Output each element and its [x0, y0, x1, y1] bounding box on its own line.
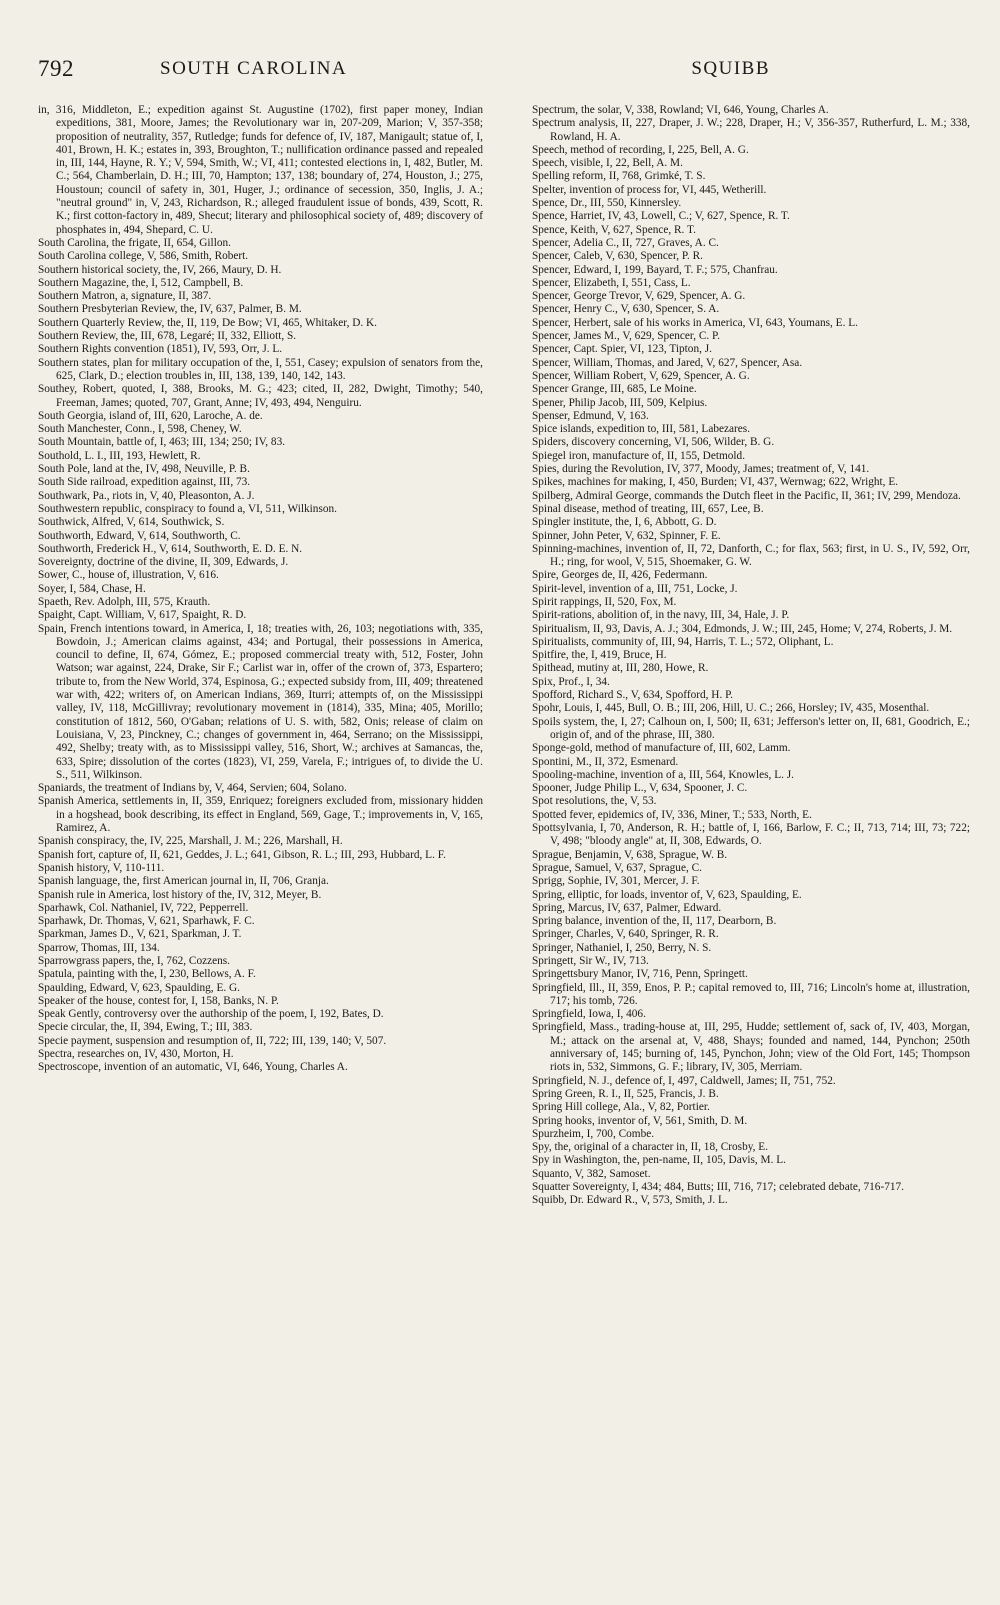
index-entry: Southern Review, the, III, 678, Legaré; II, 332, Elliott, S. [38, 330, 297, 343]
index-entry: South Side railroad, expedition against, III, 73. [38, 476, 251, 489]
index-entry: Spirit rappings, II, 520, Fox, M. [532, 595, 677, 608]
index-entry: Spanish conspiracy, the, IV, 225, Marshall, J. M.; 226, Marshall, H. [38, 835, 343, 848]
index-entry: Sponge-gold, method of manufacture of, III, 602, Lamm. [532, 742, 791, 755]
right-column [532, 104, 970, 1208]
index-entry: Spiegel iron, manufacture of, II, 155, Detmold. [532, 449, 746, 462]
index-entry: South Pole, land at the, IV, 498, Neuville, P. B. [38, 463, 250, 476]
index-entry: Spaight, Capt. William, V, 617, Spaight, R. D. [38, 609, 247, 622]
index-entry: Southern historical society, the, IV, 266, Maury, D. H. [38, 263, 282, 276]
index-entry: Southern states, plan for military occupation of the, I, 551, Casey; expulsion of senators from the, 625, Clark, D.; election troubles in, III, 138, 139, 140, 142, 143. [38, 356, 483, 382]
index-entry: Springer, Nathaniel, I, 250, Berry, N. S. [532, 941, 712, 954]
index-entry: South Carolina, the frigate, II, 654, Gillon. [38, 236, 231, 249]
index-entry: Squanto, V, 382, Samoset. [532, 1167, 651, 1180]
index-entry: Spencer, James M., V, 629, Spencer, C. P. [532, 330, 720, 343]
index-entry: Sparkman, James D., V, 621, Sparkman, J. T. [38, 928, 242, 941]
index-entry: South Georgia, island of, III, 620, Laroche, A. de. [38, 409, 263, 422]
index-entry: Spring Green, R. I., II, 525, Francis, J. B. [532, 1087, 719, 1100]
index-entry: Spring hooks, inventor of, V, 561, Smith, D. M. [532, 1114, 748, 1127]
index-entry: Spencer, Henry C., V, 630, Spencer, S. A. [532, 303, 720, 316]
index-entry: South Carolina college, V, 586, Smith, Robert. [38, 250, 249, 263]
index-entry: Spot resolutions, the, V, 53. [532, 795, 657, 808]
index-entry: Spencer, Caleb, V, 630, Spencer, P. R. [532, 250, 703, 263]
index-entry: Spence, Harriet, IV, 43, Lowell, C.; V, 627, Spence, R. T. [532, 210, 790, 223]
index-entry: Spirit-rations, abolition of, in the navy, III, 34, Hale, J. P. [532, 609, 790, 622]
index-entry: Springfield, N. J., defence of, I, 497, Caldwell, James; II, 751, 752. [532, 1074, 836, 1087]
index-entry: Spring balance, invention of the, II, 117, Dearborn, B. [532, 915, 777, 928]
page-number: 792 [38, 56, 74, 81]
index-entry: Southworth, Frederick H., V, 614, Southworth, E. D. E. N. [38, 542, 303, 555]
index-entry: Spontini, M., II, 372, Esmenard. [532, 755, 679, 768]
index-entry: South Mountain, battle of, I, 463; III, 134; 250; IV, 83. [38, 436, 286, 449]
index-entry: Spiritualists, community of, III, 94, Harris, T. L.; 572, Oliphant, L. [532, 635, 834, 648]
index-entry: South Manchester, Conn., I, 598, Cheney, W. [38, 423, 242, 436]
index-entry: Southern Rights convention (1851), IV, 593, Orr, J. L. [38, 343, 283, 356]
index-entry: Spikes, machines for making, I, 450, Burden; VI, 437, Wernwag; 622, Wright, E. [532, 476, 899, 489]
index-entry: Speech, method of recording, I, 225, Bell, A. G. [532, 143, 749, 156]
index-entry: Sparhawk, Dr. Thomas, V, 621, Sparhawk, F. C. [38, 915, 255, 928]
index-entry: Spire, Georges de, II, 426, Federmann. [532, 569, 708, 582]
index-entry: Southern Matron, a, signature, II, 387. [38, 290, 212, 303]
index-entry: Spanish language, the, first American journal in, II, 706, Granja. [38, 875, 329, 888]
index-entry: Spring, elliptic, for loads, inventor of, V, 623, Spaulding, E. [532, 888, 802, 901]
index-entry: Spiritualism, II, 93, Davis, A. J.; 304, Edmonds, J. W.; III, 245, Home; V, 274, Roberts, J. M. [532, 622, 953, 635]
index-entry: Spence, Dr., III, 550, Kinnersley. [532, 197, 682, 210]
index-entry: Spring, Marcus, IV, 637, Palmer, Edward. [532, 901, 722, 914]
index-entry: Spectra, researches on, IV, 430, Morton, H. [38, 1048, 234, 1061]
index-entry: Spofford, Richard S., V, 634, Spofford, H. P. [532, 689, 733, 702]
index-entry: Sovereignty, doctrine of the divine, II, 309, Edwards, J. [38, 556, 289, 569]
index-entry: Spencer, Adelia C., II, 727, Graves, A. C. [532, 236, 719, 249]
index-entry: Spinner, John Peter, V, 632, Spinner, F. E. [532, 529, 721, 542]
index-entry: Southworth, Edward, V, 614, Southworth, C. [38, 529, 241, 542]
index-entry: Speech, visible, I, 22, Bell, A. M. [532, 157, 683, 170]
index-entry: Southwick, Alfred, V, 614, Southwick, S. [38, 516, 225, 529]
index-entry: Spohr, Louis, I, 445, Bull, O. B.; III, 206, Hill, U. C.; 266, Horsley; IV, 435, Mosenthal. [532, 702, 930, 715]
index-entry: Spinning-machines, invention of, II, 72, Danforth, C.; for flax, 563; first, in U. S., IV, 592, Orr, H.; ring, for wool, V, 515, Shoemaker, G. W. [532, 542, 970, 569]
index-entry: Spenser, Edmund, V, 163. [532, 409, 649, 422]
index-entry: Spener, Philip Jacob, III, 509, Kelpius. [532, 396, 708, 409]
running-header [38, 56, 970, 86]
index-entry: Springfield, Iowa, I, 406. [532, 1008, 646, 1021]
index-entry: Spectrum, the solar, V, 338, Rowland; VI, 646, Young, Charles A. [532, 104, 829, 116]
index-entry: Sprigg, Sophie, IV, 301, Mercer, J. F. [532, 875, 700, 888]
index-entry: Spencer, Capt. Spier, VI, 123, Tipton, J. [532, 343, 712, 356]
index-entry: Spanish America, settlements in, II, 359, Enriquez; foreigners excluded from, missionary hidden in a hogshead, book describing, its effect in England, 569, Gage, T.; improvements in, V, 165, Ramirez, A. [38, 795, 483, 835]
left-running-title: SOUTH CAROLINA [160, 58, 348, 79]
index-entry: Southern Quarterly Review, the, II, 119, De Bow; VI, 465, Whitaker, D. K. [38, 316, 378, 329]
index-entry: Spinal disease, method of treating, III, 657, Lee, B. [532, 502, 764, 515]
index-entry: Springfield, Ill., II, 359, Enos, P. P.; capital removed to, III, 716; Lincoln's home at, illustration, 717; his tomb, 726. [532, 981, 970, 1007]
index-entry: Springett, Sir W., IV, 713. [532, 955, 649, 967]
index-entry: in, 316, Middleton, E.; expedition against St. Augustine (1702), first paper money, Indian expeditions, 381, Moore, James; the Revolutionary war in, 207-209, Marion; V, 357-358; proposition of neutrality, 357, Rutledge; funds for defence of, IV, 187, Manigault; statue of, I, 401, Brown, H. K.; estates in, 393, Broughton, T.; nullification ordinance passed and repealed in, III, 144, Hayne, R. Y.; V, 594, Smith, W.; VI, 411; contested elections in, I, 482, Butler, M. C.; 564, Chamberlain, D. H.; III, 70, Hampton; 137, 138; boundary of, 274, Houston, J.; 275, Houstoun; council of safety in, 301, Huger, J.; ordinance of secession, 350, Inglis, J. A.; "neutral ground" in, V, 243, Richardson, R.; alleged fraudulent issue of bonds, 439, Scott, R. K.; first cotton-factory in, 489, Shecut; literary and philosophical society of, 489; discovery of phosphates in, 494, Shepard, C. U. [38, 104, 483, 236]
index-entry: Specie payment, suspension and resumption of, II, 722; III, 139, 140; V, 507. [38, 1034, 387, 1047]
index-entry: Spaniards, the treatment of Indians by, V, 464, Servien; 604, Solano. [38, 782, 347, 795]
index-entry: Specie circular, the, II, 394, Ewing, T.; III, 383. [38, 1021, 253, 1034]
index-entry: Southwark, Pa., riots in, V, 40, Pleasonton, A. J. [38, 489, 255, 502]
index-entry: Spain, French intentions toward, in America, I, 18; treaties with, 26, 103; negotiations with, 335, Bowdoin, J.; American claims against, 434; and Portugal, their possessions in America, council to define, II, 674, Gómez, E.; proposed commercial treaty with, 512, Foster, John Watson; war against, 224, Drake, Sir F.; Carlist war in, offer of the crown of, 373, Espartero; tribute to, from the New World, 374, Espinosa, G.; expected subsidy from, III, 409; threatened war with, 422; writers of, on American Indians, 369, Iturri; attempts of, on the Mississippi valley, IV, 118, McGillivray; revolutionary movement in (1814), 335, Mina; 405, Morillo; constitution of 1812, 560, O'Gaban; relations of U. S. with, 582, Onis; release of claim on Louisiana, V, 23, Pinckney, C.; changes of government in, 464, Serrano; on the Mississippi, 492, Shelby; treaty with, as to Mississippi valley, 516, Short, W.; archives at Samancas, the, 633, Spire; dissolution of the cortes (1823), VI, 259, Varela, F.; intrigues of, to divide the U. S., 511, Wilkinson. [38, 622, 483, 781]
index-entry: Speaker of the house, contest for, I, 158, Banks, N. P. [38, 994, 279, 1007]
index-entry: Spence, Keith, V, 627, Spence, R. T. [532, 223, 696, 236]
index-entry: Springfield, Mass., trading-house at, III, 295, Hudde; settlement of, sack of, IV, 403, Morgan, M.; attack on the arsenal at, V, 488, Shays; founded and named, 144, Pynchon; 250th anniversary of, 145; burning of, 145, Pynchon, John; view of the Old Fort, 145; Thompson riots in, 532, Simmons, G. F.; library, IV, 305, Merriam. [532, 1021, 970, 1074]
index-entry: Soyer, I, 584, Chase, H. [38, 582, 146, 595]
index-entry: Spice islands, expedition to, III, 581, Labezares. [532, 423, 751, 436]
index-entry: Spy, the, original of a character in, II, 18, Crosby, E. [532, 1141, 769, 1154]
index-entry: Sprague, Samuel, V, 637, Sprague, C. [532, 861, 702, 874]
index-entry: Southey, Robert, quoted, I, 388, Brooks, M. G.; 423; cited, II, 282, Dwight, Timothy; 540, Freeman, James; quoted, 707, Grant, Anne; IV, 493, 494, Nenguiru. [38, 383, 483, 409]
index-entry: Spurzheim, I, 700, Combe. [532, 1127, 655, 1140]
index-entry: Spencer, William, Thomas, and Jared, V, 627, Spencer, Asa. [532, 356, 803, 369]
index-entry: Spencer, Edward, I, 199, Bayard, T. F.; 575, Chanfrau. [532, 263, 778, 276]
index-entry: Southwestern republic, conspiracy to found a, VI, 511, Wilkinson. [38, 502, 337, 515]
index-entry: Spirit-level, invention of a, III, 751, Locke, J. [532, 582, 738, 595]
index-entry: Spoils system, the, I, 27; Calhoun on, I, 500; II, 631; Jefferson's letter on, II, 681, Goodrich, E.; origin of, and of the phrase, III, 380. [532, 715, 970, 741]
index-entry: Spingler institute, the, I, 6, Abbott, G. D. [532, 516, 717, 529]
index-entry: Squibb, Dr. Edward R., V, 573, Smith, J. L. [532, 1194, 728, 1207]
index-entry: Speak Gently, controversy over the authorship of the poem, I, 192, Bates, D. [38, 1008, 384, 1021]
index-entry: Spotted fever, epidemics of, IV, 336, Miner, T.; 533, North, E. [532, 808, 812, 821]
index-entry: Sparrowgrass papers, the, I, 762, Cozzens. [38, 955, 230, 967]
index-entry: Spring Hill college, Ala., V, 82, Portier. [532, 1101, 710, 1114]
index-entry: Spix, Prof., I, 34. [532, 675, 610, 688]
index-entry: Spies, during the Revolution, IV, 377, Moody, James; treatment of, V, 141. [532, 463, 870, 476]
index-entry: Spelling reform, II, 768, Grimké, T. S. [532, 170, 706, 183]
index-entry: Spectroscope, invention of an automatic, VI, 646, Young, Charles A. [38, 1061, 348, 1074]
index-entry: Spencer Grange, III, 685, Le Moine. [532, 383, 697, 396]
index-entry: Spitfire, the, I, 419, Bruce, H. [532, 649, 667, 662]
index-entry: Sower, C., house of, illustration, V, 616. [38, 569, 219, 582]
index-entry: Spooner, Judge Philip L., V, 634, Spooner, J. C. [532, 782, 748, 795]
index-entry: Spectrum analysis, II, 227, Draper, J. W.; 228, Draper, H.; V, 356-357, Rutherfurd, L. M.; 338, Rowland, H. A. [532, 117, 970, 143]
index-columns [38, 104, 970, 1208]
index-entry: Spencer, Herbert, sale of his works in America, VI, 643, Youmans, E. L. [532, 316, 858, 329]
index-entry: Spithead, mutiny at, III, 280, Howe, R. [532, 662, 709, 675]
index-entry: Squatter Sovereignty, I, 434; 484, Butts; III, 716, 717; celebrated debate, 716-717. [532, 1181, 904, 1194]
left-column [38, 104, 483, 1208]
index-entry: Spaulding, Edward, V, 623, Spaulding, E. G. [38, 981, 240, 994]
index-entry: Spanish history, V, 110-111. [38, 861, 165, 874]
index-entry: Spencer, William Robert, V, 629, Spencer, A. G. [532, 369, 750, 382]
index-entry: Spaeth, Rev. Adolph, III, 575, Krauth. [38, 595, 211, 608]
index-entry: Springer, Charles, V, 640, Springer, R. R. [532, 928, 719, 941]
index-entry: Spanish rule in America, lost history of the, IV, 312, Meyer, B. [38, 888, 322, 901]
index-entry: Springettsbury Manor, IV, 716, Penn, Springett. [532, 968, 748, 981]
index-entry: Spanish fort, capture of, II, 621, Geddes, J. L.; 641, Gibson, R. L.; III, 293, Hubbard, L. F. [38, 848, 446, 861]
index-entry: Spencer, Elizabeth, I, 551, Cass, L. [532, 276, 691, 289]
index-entry: Southern Presbyterian Review, the, IV, 637, Palmer, B. M. [38, 303, 302, 316]
index-entry: Spy in Washington, the, pen-name, II, 105, Davis, M. L. [532, 1154, 786, 1167]
index-entry: Sparrow, Thomas, III, 134. [38, 941, 160, 954]
index-entry: Southold, L. I., III, 193, Hewlett, R. [38, 449, 201, 462]
index-entry: Spottsylvania, I, 70, Anderson, R. H.; battle of, I, 166, Barlow, F. C.; II, 713, 714; III, 73; 722; V, 498; "bloody angle" at, II, 308, Edwards, O. [532, 822, 970, 848]
index-entry: Spooling-machine, invention of a, III, 564, Knowles, L. J. [532, 768, 794, 781]
index-entry: Spencer, George Trevor, V, 629, Spencer, A. G. [532, 290, 746, 303]
index-entry: Spilberg, Admiral George, commands the Dutch fleet in the Pacific, II, 361; IV, 299, Mendoza. [532, 489, 961, 502]
index-entry: Sprague, Benjamin, V, 638, Sprague, W. B. [532, 848, 728, 861]
index-entry: Spatula, painting with the, I, 230, Bellows, A. F. [38, 968, 256, 981]
right-running-title: SQUIBB [691, 58, 770, 79]
index-entry: Spiders, discovery concerning, VI, 506, Wilder, B. G. [532, 436, 775, 449]
index-entry: Sparhawk, Col. Nathaniel, IV, 722, Pepperrell. [38, 901, 249, 914]
index-entry: Southern Magazine, the, I, 512, Campbell, B. [38, 276, 244, 289]
index-entry: Spelter, invention of process for, VI, 445, Wetherill. [532, 183, 767, 196]
